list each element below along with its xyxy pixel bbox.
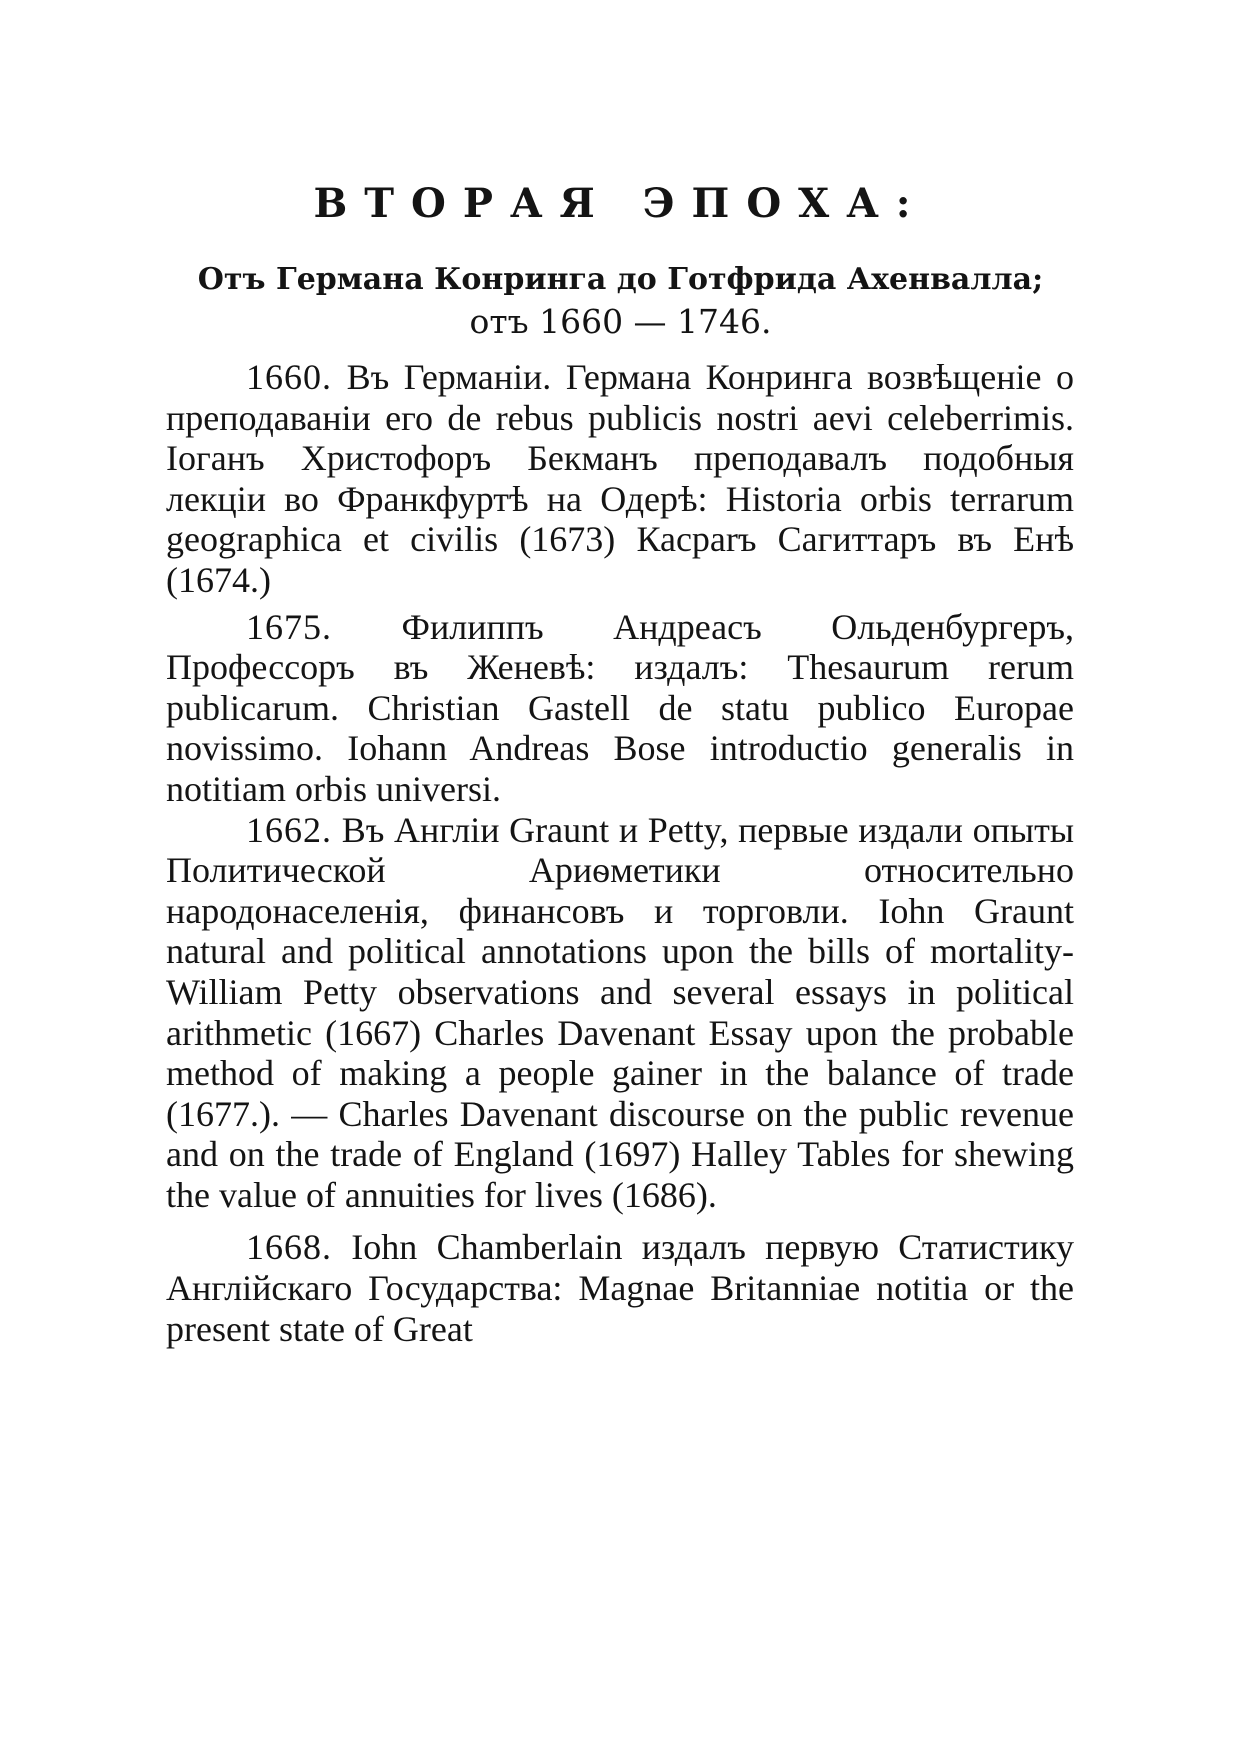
paragraph-text: Iohn Chamberlain издалъ первую Статистику Англійскаго Государства: Magnae Britanniae notitia or the present state of Great [166, 1227, 1075, 1349]
paragraph-text: Въ Англіи Graunt и Petty, первые издали опыты Политической Ариѳметики относительно народонаселенія, финансовъ и торговли. Iohn Graunt natural and political annotations upon the bills of mortality-William Petty observations and several essays in political arithmetic (1667) Charles Davenant Essay upon the probable method of making a people gainer in the balance of trade (1677.). — Charles Davenant discourse on the public revenue and on the trade of England (1697) Halley Tables for shewing the value of annuities for lives (1686). [166, 809, 1075, 1215]
chapter-date-range: отъ 1660 — 1746. [469, 302, 772, 341]
paragraph-year: 1662. [246, 809, 332, 850]
chapter-title: ВТОРАЯ ЭПОХА: [313, 180, 928, 227]
paragraph-1660 [166, 357, 1074, 601]
paragraph-year: 1660. [246, 357, 332, 397]
paragraph-1662 [166, 810, 1074, 1216]
paragraph-1675 [166, 607, 1074, 810]
paragraph-1668 [166, 1227, 1074, 1349]
paragraph-text: Въ Германіи. Германа Конринга возвѣщеніе о преподаваніи его de rebus publicis nostri aevi celeberrimis. Іоганъ Христофоръ Бекманъ преподавалъ подобныя лекціи во Франкфуртѣ на Одерѣ: Historia orbis terrarum geographica et civilis (1673) Касparъ Сагиттаръ въ Енѣ (1674.) [166, 357, 1074, 600]
paragraph-year: 1675. [246, 606, 332, 647]
paragraph-text: Филиппъ Андреасъ Ольденбургеръ, Профессоръ въ Женевѣ: издалъ: Thesaurum rerum publicarum. Christian Gastell de statu publico Europae novissimo. Iohann Andreas Bose introductio generalis in notitiam orbis universi. [166, 606, 1074, 809]
page-body [166, 357, 1074, 1355]
chapter-subtitle: Отъ Германа Конринга до Готфрида Ахенвалла; [197, 262, 1044, 297]
paragraph-year: 1668. [246, 1227, 332, 1268]
